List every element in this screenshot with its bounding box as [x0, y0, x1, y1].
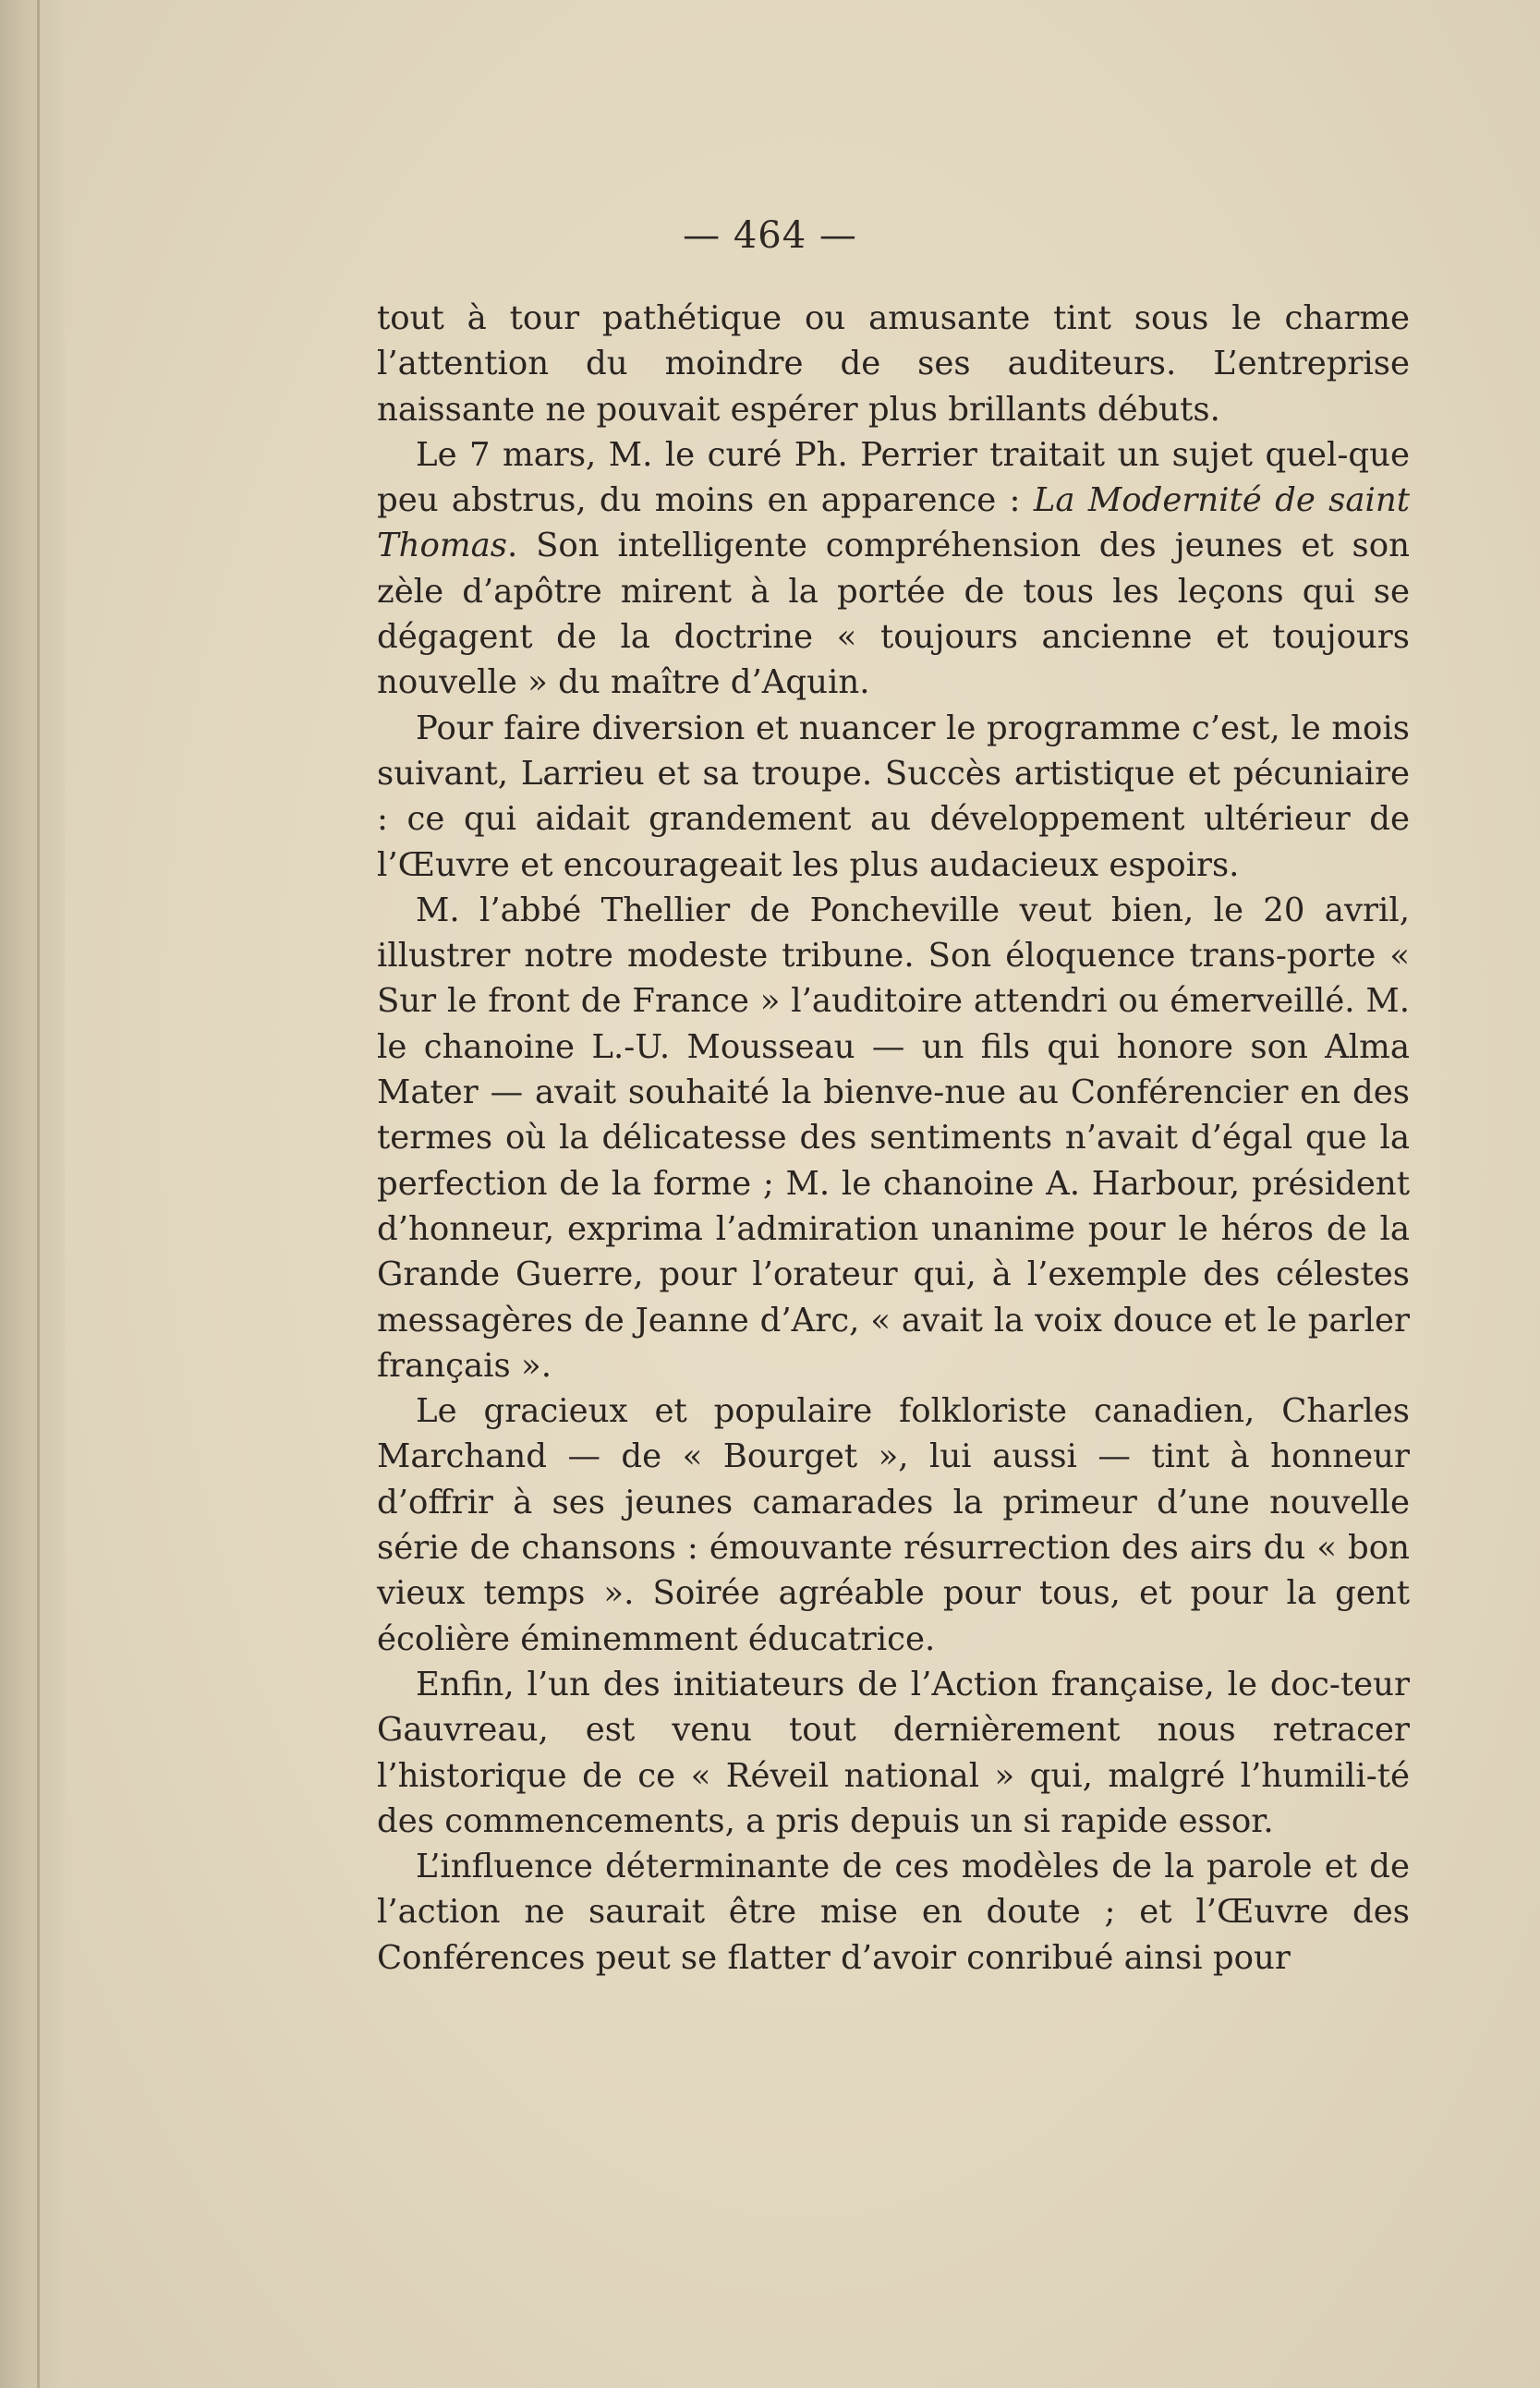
binding-gutter	[0, 0, 65, 2388]
paragraph-conclusion: L’influence déterminante de ces modèles de la parole et de l’action ne saurait être mise en doute ; et l’Œuvre des Conférences peut se flatter d’avoir conribué ainsi pour	[377, 1848, 1410, 1977]
paragraph-perrier-intro: Le 7 mars, M. le curé Ph. Perrier traitait un sujet quel-que peu abstrus, du moins en apparence :	[377, 435, 1410, 520]
body-text	[377, 296, 1410, 1981]
paragraph-larrieu: Pour faire diversion et nuancer le programme c’est, le mois suivant, Larrieu et sa troupe. Succès artistique et pécuniaire : ce qui aidait grandement au développement ultérieur de l’Œuvre et encourageait les plus audacieux espoirs.	[377, 709, 1410, 884]
paragraph-poncheville: M. l’abbé Thellier de Poncheville veut bien, le 20 avril, illustrer notre modeste tribune. Son éloquence trans-porte « Sur le front de France » l’auditoire attendri ou émerveillé. M. le chanoine L.-U. Mousseau — un fils qui honore son Alma Mater — avait souhaité la bienve-nue au Conférencier en des termes où la délicatesse des sentiments n’avait d’égal que la perfection de la forme ; M. le chanoine A. Harbour, président d’honneur, exprima l’admiration unanime pour le héros de la Grande Guerre, pour l’orateur qui, à l’exemple des célestes messagères de Jeanne d’Arc, « avait la voix douce et le parler français ».	[377, 891, 1410, 1385]
lecture-title: La Modernité de saint Thomas	[377, 481, 1410, 565]
paragraph-perrier-rest: . Son intelligente compréhension des jeunes et son zèle d’apôtre mirent à la portée de tous les leçons qui se dégagent de la doctrine « toujours ancienne et toujours nouvelle » du maître d’Aquin.	[377, 527, 1410, 702]
paragraph-gauvreau: Enfin, l’un des initiateurs de l’Action française, le doc-teur Gauvreau, est venu tout dernièrement nous retracer l’historique de ce « Réveil national » qui, malgré l’humili-té des commencements, a pris depuis un si rapide essor.	[377, 1665, 1410, 1840]
paragraph-continuation: tout à tour pathétique ou amusante tint sous le charme l’attention du moindre de ses auditeurs. L’entreprise naissante ne pouvait espérer plus brillants débuts.	[377, 299, 1410, 429]
paragraph-marchand: Le gracieux et populaire folkloriste canadien, Charles Marchand — de « Bourget », lui aussi — tint à honneur d’offrir à ses jeunes camarades la primeur d’une nouvelle série de chansons : émouvante résurrection des airs du « bon vieux temps ». Soirée agréable pour tous, et pour la gent écolière éminemment éducatrice.	[377, 1392, 1410, 1658]
paragraph-perrier	[377, 432, 1410, 706]
page-number: — 464 —	[683, 214, 857, 257]
binding-edge	[37, 0, 40, 2388]
